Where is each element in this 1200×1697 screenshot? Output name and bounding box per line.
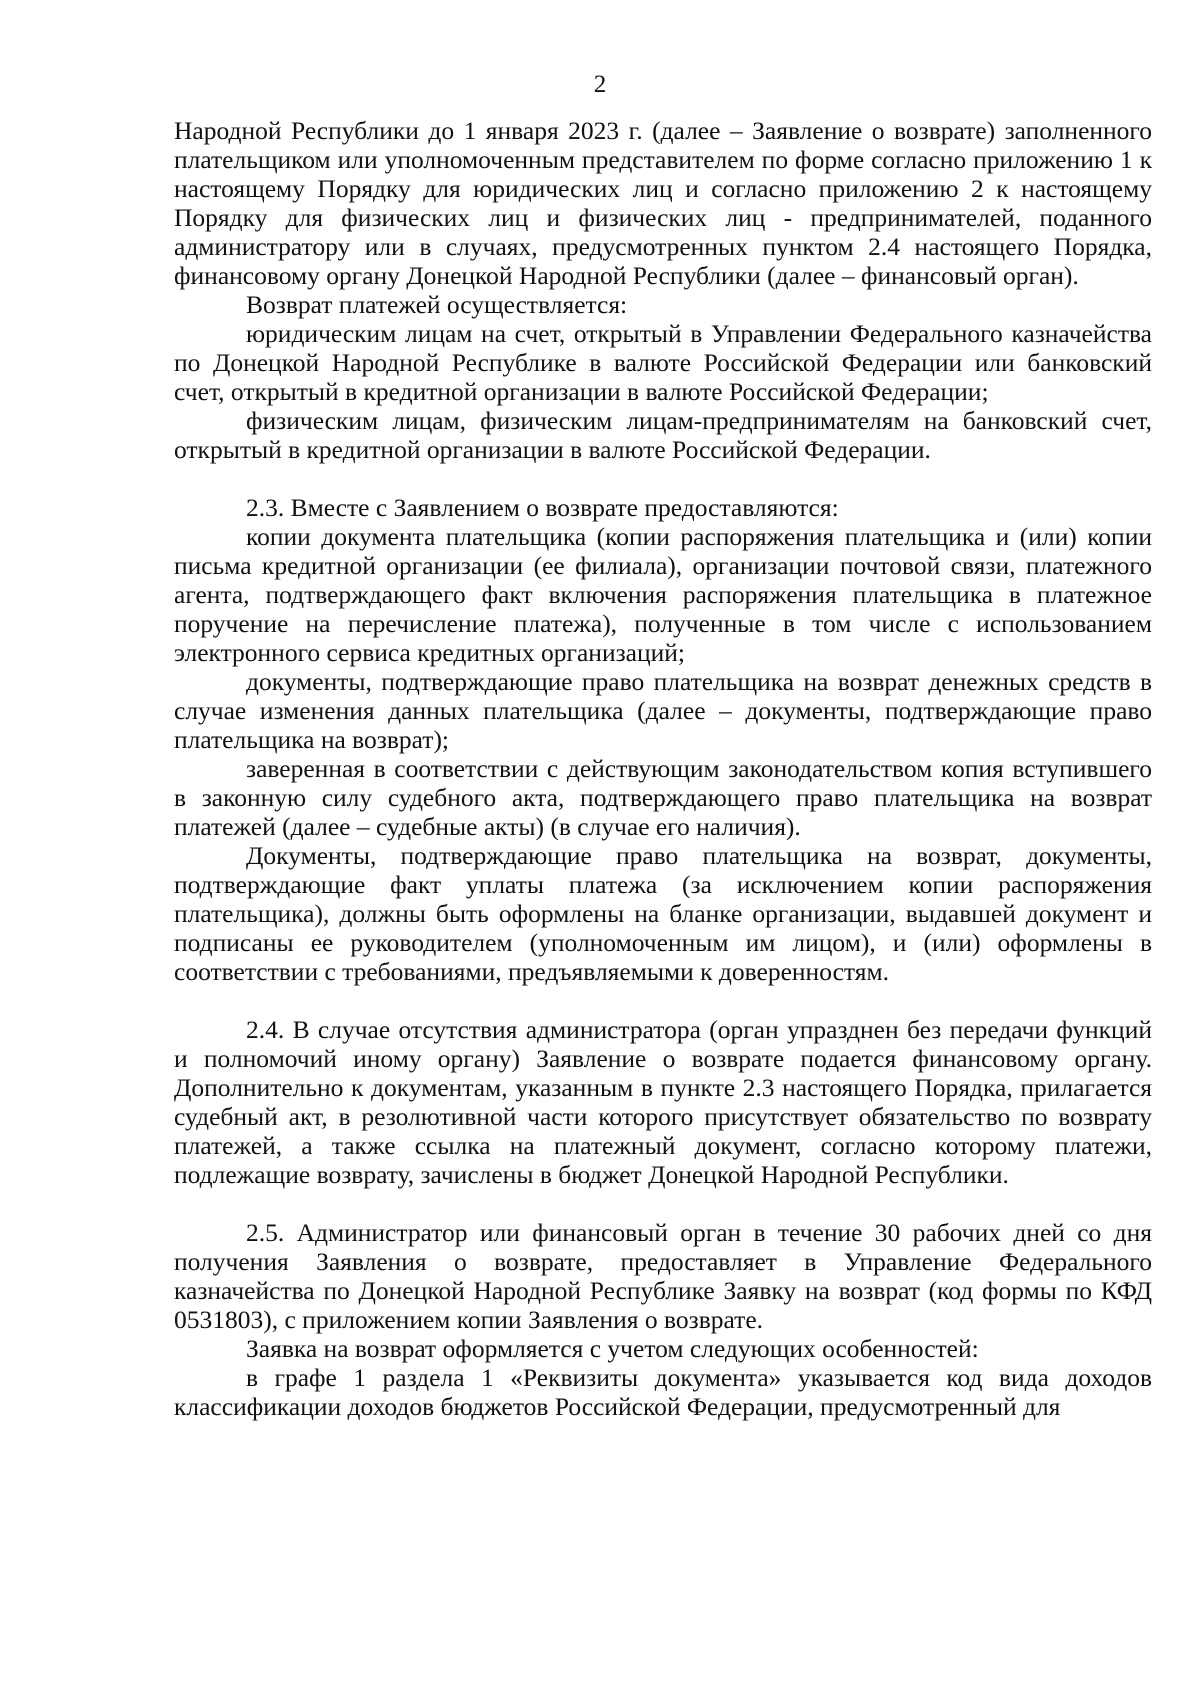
paragraph-refund-methods: Возврат платежей осуществляется: [246,290,628,319]
paragraph-individuals: физическим лицам, физическим лицам-предпринимателям на банковский счет, открытый в кредитной организации в валюте Российской Федерации. [174,406,1152,464]
paragraph-column-1-details: в графе 1 раздела 1 «Реквизиты документа» указывается код вида доходов классификации доходов бюджетов Российской Федерации, предусмотренный для [174,1363,1152,1421]
paragraph-legal-entities: юридическим лицам на счет, открытый в Управлении Федерального казначейства по Донецкой Народной Республике в валюте Российской Федерации или банковский счет, открытый в кредитной организации в валюте Российской Федерации; [174,319,1152,406]
section-2-4: 2.4. В случае отсутствия администратора (орган упразднен без передачи функций и полномочий иному органу) Заявление о возврате подается финансовому органу. Дополнительно к документам, указанным в пункте 2.3 настоящего Порядка, прилагается судебный акт, в резолютивной части которого присутствует обязательство по возврату платежей, а также ссылка на платежный документ, согласно которому платежи, подлежащие возврату, зачислены в бюджет Донецкой Народной Республики. [174,1015,1152,1189]
section-2-5: 2.5. Администратор или финансовый орган в течение 30 рабочих дней со дня получения Заявления о возврате, предоставляет в Управление Федерального казначейства по Донецкой Народной Республике Заявку на возврат (код формы по КФД 0531803), с приложением копии Заявления о возврате. [174,1218,1152,1334]
paragraph-continuation: Народной Республики до 1 января 2023 г. (далее – Заявление о возврате) заполненного плательщиком или уполномоченным представителем по форме согласно приложению 1 к настоящему Порядку для юридических лиц и согласно приложению 2 к настоящему Порядку для физических лиц и физических лиц - предпринимателей, поданного администратору или в случаях, предусмотренных пунктом 2.4 настоящего Порядка, финансовому органу Донецкой Народной Республики (далее – финансовый орган). [174,116,1152,290]
paragraph-document-requirements: Документы, подтверждающие право плательщика на возврат, документы, подтверждающие факт уплаты платежа (за исключением копии распоряжения плательщика), должны быть оформлены на бланке организации, выдавшей документ и подписаны ее руководителем (уполномоченным им лицом), и (или) оформлены в соответствии с требованиями, предъявляемыми к доверенностям. [174,841,1152,986]
page-number: 2 [593,71,607,98]
paragraph-court-act-copy: заверенная в соответствии с действующим законодательством копия вступившего в законную силу судебного акта, подтверждающего право плательщика на возврат платежей (далее – судебные акты) (в случае его наличия). [174,754,1152,841]
paragraph-spacer [174,1189,1152,1218]
document-body [174,116,1152,1421]
paragraph-payer-document-copies: копии документа плательщика (копии распоряжения плательщика и (или) копии письма кредитной организации (ее филиала), организации почтовой связи, платежного агента, подтверждающего факт включения распоряжения плательщика в платежное поручение на перечисление платежа), полученные в том числе с использованием электронного сервиса кредитных организаций; [174,522,1152,667]
paragraph-request-features: Заявка на возврат оформляется с учетом следующих особенностей: [246,1334,979,1363]
paragraph-right-documents: документы, подтверждающие право плательщика на возврат денежных средств в случае изменения данных плательщика (далее – документы, подтверждающие право плательщика на возврат); [174,667,1152,754]
section-2-3-heading: 2.3. Вместе с Заявлением о возврате предоставляются: [246,493,839,522]
paragraph-spacer [174,464,1152,493]
paragraph-spacer [174,986,1152,1015]
